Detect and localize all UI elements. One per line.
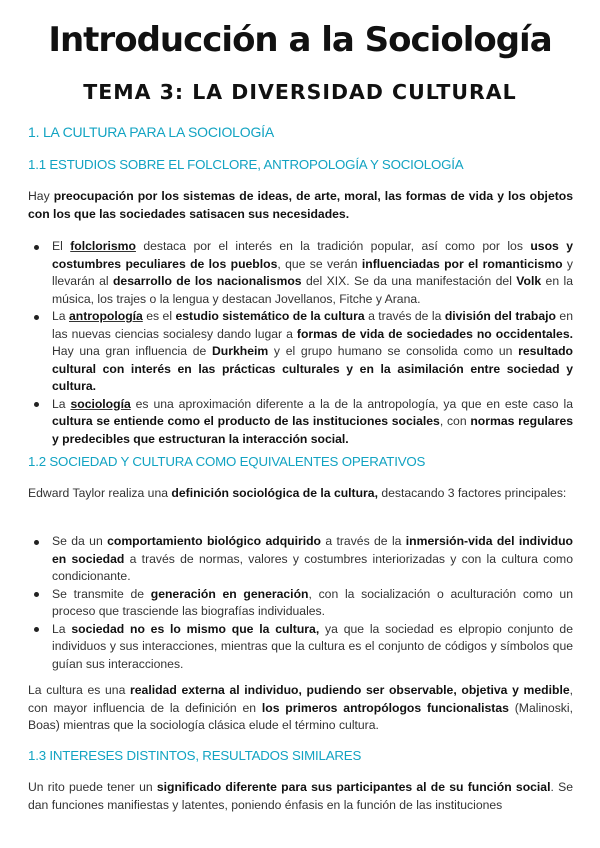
list-item: La antropología es el estudio sistemático de la cultura a través de la división del trabajo en las nuevas ciencias socialesy dando lugar a formas de vida de sociedades no occidentales. Hay una gran influencia de Durkheim y el grupo humano se consolida como un resultado cultural con interés en las prácticas culturales y en la asimilación entre sociedad y cultura. (34, 308, 573, 396)
section-1-1-intro: Hay preocupación por los sistemas de ideas, de arte, moral, las formas de vida y los objetos con los que las sociedades satisacen sus necesidades. (28, 189, 574, 221)
section-1-1-heading: 1.1 ESTUDIOS SOBRE EL FOLCLORE, ANTROPOLOGÍA Y SOCIOLOGÍA (28, 157, 464, 172)
bullet-icon (34, 540, 39, 545)
section-1-2-bullet-list (34, 533, 573, 673)
bullet-icon (34, 592, 39, 597)
list-item: La sociedad no es lo mismo que la cultura, ya que la sociedad es elpropio conjunto de individuos y sus interacciones, mientras que la cultura es el conjunto de códigos y símbolos que guían sus interacciones. (34, 621, 573, 674)
list-item: El folclorismo destaca por el interés en la tradición popular, así como por los usos y costumbres peculiares de los pueblos, que se verán influenciadas por el romanticismo y llevarán al desarrollo de los nacionalismos del XIX. Se da una manifestación del Volk en la música, los trajes o la lengua y destacan Jovellanos, Fitche y Arana. (34, 238, 573, 308)
bullet-icon (34, 627, 39, 632)
bullet-icon (34, 402, 39, 407)
document-subtitle: TEMA 3: LA DIVERSIDAD CULTURAL (83, 80, 517, 104)
section-1-3-heading: 1.3 INTERESES DISTINTOS, RESULTADOS SIMILARES (28, 748, 362, 763)
list-item: La sociología es una aproximación diferente a la de la antropología, ya que en este caso la cultura se entiende como el producto de las instituciones sociales, con normas regulares y predecibles que estructuran la interacción social. (34, 396, 573, 449)
section-1-2-closing: La cultura es una realidad externa al individuo, pudiendo ser observable, objetiva y medible, con mayor influencia de la definición en los primeros antropólogos funcionalistas (Malinoski, Boas) mientras que la sociología clásica elude el término cultura. (28, 683, 574, 732)
section-1-heading: 1. LA CULTURA PARA LA SOCIOLOGÍA (28, 124, 274, 140)
section-1-3-paragraph: Un rito puede tener un significado diferente para sus participantes al de su función social. Se dan funciones manifiestas y latentes, poniendo énfasis en la función de las instituciones (28, 780, 573, 812)
list-item: Se da un comportamiento biológico adquirido a través de la inmersión-vida del individuo en sociedad a través de normas, valores y costumbres interiorizadas y con la cultura como condicionante. (34, 533, 573, 586)
section-1-1-bullet-list (34, 238, 573, 448)
document-title: Introducción a la Sociología (48, 20, 552, 60)
list-item: Se transmite de generación en generación, con la socialización o aculturación como un proceso que trasciende las biografías individuales. (34, 586, 573, 621)
section-1-2-intro: Edward Taylor realiza una definición sociológica de la cultura, destacando 3 factores principales: (28, 486, 567, 500)
bullet-icon (34, 245, 39, 250)
section-1-2-heading: 1.2 SOCIEDAD Y CULTURA COMO EQUIVALENTES OPERATIVOS (28, 454, 426, 469)
bullet-icon (34, 315, 39, 320)
